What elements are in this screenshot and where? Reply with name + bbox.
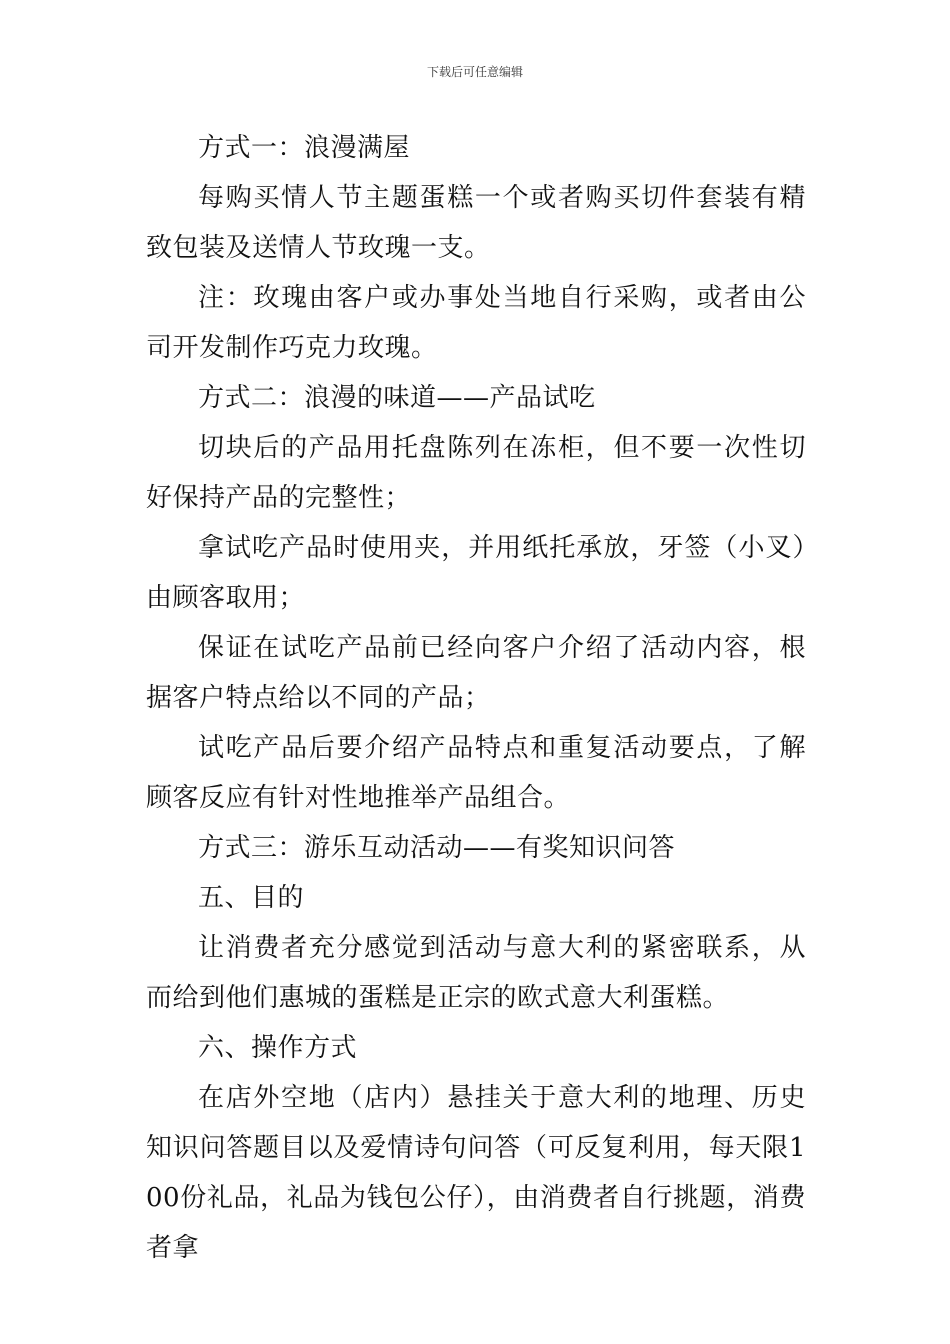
paragraph-tasting-display: 切块后的产品用托盘陈列在冻柜，但不要一次性切好保持产品的完整性； <box>146 433 806 513</box>
paragraph-purpose: 让消费者充分感觉到活动与意大利的紧密联系，从而给到他们惠城的蛋糕是正宗的欧式意大利蛋糕。 <box>146 933 806 1013</box>
paragraph-rose-note: 注：玫瑰由客户或办事处当地自行采购，或者由公司开发制作巧克力玫瑰。 <box>146 283 806 363</box>
paragraph-method-one-desc: 每购买情人节主题蛋糕一个或者购买切件套装有精致包装及送情人节玫瑰一支。 <box>146 183 806 263</box>
paragraph-method-three-title: 方式三：游乐互动活动——有奖知识问答 <box>198 833 676 863</box>
section-heading-operation: 六、操作方式 <box>198 1033 358 1063</box>
paragraph-method-one-title: 方式一：浪漫满屋 <box>198 133 411 163</box>
section-heading-purpose: 五、目的 <box>198 883 305 913</box>
paragraph-tasting-followup: 试吃产品后要介绍产品特点和重复活动要点，了解顾客反应有针对性地推举产品组合。 <box>146 733 806 813</box>
paragraph-operation: 在店外空地（店内）悬挂关于意大利的地理、历史知识问答题目以及爱情诗句问答（可反复利用，每天限100份礼品，礼品为钱包公仔），由消费者自行挑题，消费者拿 <box>146 1083 806 1263</box>
document-body <box>146 123 806 1273</box>
paragraph-method-two-title: 方式二：浪漫的味道——产品试吃 <box>198 383 596 413</box>
page-header-note: 下载后可任意编辑 <box>426 65 523 79</box>
paragraph-tasting-serving: 拿试吃产品时使用夹，并用纸托承放，牙签（小叉）由顾客取用； <box>146 533 806 613</box>
paragraph-tasting-introduce: 保证在试吃产品前已经向客户介绍了活动内容，根据客户特点给以不同的产品； <box>146 633 806 713</box>
